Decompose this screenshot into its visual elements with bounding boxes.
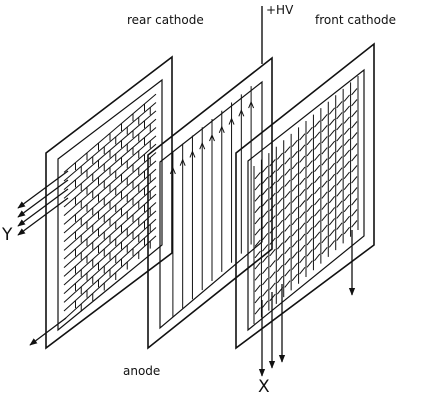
front-strip-cell <box>307 216 312 223</box>
front-strip-cell <box>262 233 267 240</box>
front-strip-cell <box>292 229 297 236</box>
front-strip-cell <box>344 172 349 179</box>
front-strip-cell <box>337 201 342 208</box>
front-strip-cell <box>300 267 305 274</box>
front-strip-cell <box>262 222 267 229</box>
front-strip-cell <box>344 95 349 101</box>
front-strip-cell <box>270 283 275 290</box>
front-cathode-frame-outer <box>236 44 374 348</box>
front-strip-cell <box>262 245 267 252</box>
front-strip-cell <box>352 111 357 117</box>
front-strip-cell <box>314 165 319 172</box>
front-strip-cell <box>307 127 312 133</box>
front-strip-cell <box>262 278 267 285</box>
front-strip-cell <box>352 221 357 228</box>
front-strip-cell <box>329 141 334 148</box>
front-strip-cell <box>292 241 297 248</box>
front-strip-cell <box>277 164 282 170</box>
front-strip-cell <box>270 272 275 279</box>
front-strip-cell <box>322 114 327 120</box>
front-strip-cell <box>322 148 327 155</box>
front-strip-cell <box>277 187 282 194</box>
front-strip-cell <box>300 167 305 174</box>
front-strip-cell <box>314 243 319 250</box>
front-strip-cell <box>329 218 334 225</box>
front-strip-cell <box>352 144 357 151</box>
front-strip-cell <box>292 207 297 214</box>
front-strip-cell <box>300 156 305 162</box>
front-strip-cell <box>262 290 267 297</box>
front-strip-cell <box>337 234 342 241</box>
front-strip-cell <box>314 254 319 261</box>
front-strip-cell <box>277 276 282 283</box>
front-strip-cell <box>262 200 267 207</box>
front-strip-cell <box>300 201 305 208</box>
front-strip-cell <box>262 211 267 218</box>
front-strip-cell <box>255 184 260 190</box>
front-strip-cell <box>277 198 282 205</box>
front-strip-cell <box>322 214 327 221</box>
front-strip-cell <box>255 296 260 303</box>
front-strip-cell <box>307 138 312 144</box>
front-strip-cell <box>255 285 260 292</box>
front-strip-cell <box>277 254 282 261</box>
front-strip-cell <box>329 230 334 237</box>
front-strip-cell <box>255 229 260 236</box>
front-strip-cell <box>314 176 319 183</box>
front-strip-cell <box>322 247 327 254</box>
front-strip-cell <box>329 185 334 192</box>
front-strip-cell <box>255 262 260 269</box>
front-strip-cell <box>329 196 334 203</box>
front-strip-cell <box>307 250 312 257</box>
front-strip-cell <box>344 205 349 212</box>
front-strip-cell <box>344 216 349 223</box>
front-strip-cell <box>292 162 297 168</box>
front-strip-cell <box>307 172 312 179</box>
front-strip-cell <box>255 251 260 258</box>
front-strip-cell <box>300 212 305 219</box>
anode-frame-inner <box>160 82 262 328</box>
front-strip-cell <box>329 119 334 125</box>
front-strip-cell <box>300 189 305 196</box>
front-strip-cell <box>300 178 305 185</box>
front-strip-cell <box>322 125 327 131</box>
front-strip-cell <box>337 101 342 107</box>
rear-strip <box>64 236 156 320</box>
front-strip-cell <box>314 154 319 161</box>
front-strip-cell <box>337 223 342 230</box>
front-strip-cell <box>322 225 327 232</box>
hv-label: +HV <box>266 3 294 17</box>
front-strip-cell <box>322 203 327 210</box>
front-strip-cell <box>255 274 260 281</box>
front-strip-cell <box>307 238 312 245</box>
rear-cathode-plane <box>46 57 172 348</box>
front-strip-cell <box>322 181 327 188</box>
front-strip-cell <box>300 145 305 151</box>
front-strip-cell <box>344 161 349 168</box>
front-strip-cell <box>352 155 357 162</box>
front-strip-cell <box>285 281 290 288</box>
front-strip-cell <box>344 117 349 123</box>
front-strip-cell <box>292 263 297 270</box>
front-strip-cell <box>285 270 290 277</box>
front-strip-cell <box>300 245 305 252</box>
front-strip-cell <box>352 210 357 217</box>
front-strip-cell <box>344 106 349 112</box>
front-strip-cell <box>344 128 349 135</box>
front-strip-cell <box>292 140 297 146</box>
front-strip-cell <box>307 227 312 234</box>
front-strip-cell <box>314 132 319 138</box>
front-strip-cell <box>337 135 342 142</box>
front-strip-cell <box>277 220 282 227</box>
anode-frame-outer <box>148 58 272 348</box>
front-strip-cell <box>292 185 297 192</box>
front-strip-cell <box>322 236 327 243</box>
front-strip-cell <box>277 231 282 238</box>
front-cathode-strips <box>254 76 358 324</box>
front-strip-cell <box>285 180 290 187</box>
front-strip-cell <box>277 265 282 272</box>
front-strip-cell <box>329 174 334 181</box>
front-strip-cell <box>322 159 327 166</box>
front-strip-cell <box>277 153 282 159</box>
front-strip-cell <box>300 134 305 140</box>
front-strip-cell <box>352 133 357 140</box>
front-strip-cell <box>337 112 342 118</box>
front-strip-cell <box>262 301 267 308</box>
front-strip-cell <box>344 150 349 157</box>
front-strip-cell <box>255 217 260 224</box>
front-strip-cell <box>255 206 260 213</box>
front-strip-cell <box>292 151 297 157</box>
front-strip-cell <box>352 177 357 184</box>
front-strip-cell <box>352 100 357 106</box>
front-strip-cell <box>337 146 342 153</box>
front-strip-cell <box>285 236 290 243</box>
front-cathode-label: front cathode <box>315 13 396 27</box>
front-strip-cell <box>300 256 305 263</box>
front-strip-cell <box>285 225 290 232</box>
front-strip-cell <box>314 121 319 127</box>
rear-cathode-label: rear cathode <box>127 13 204 27</box>
front-strip-cell <box>307 194 312 201</box>
front-strip-cell <box>344 227 349 234</box>
front-strip-cell <box>344 139 349 146</box>
front-strip-cell <box>255 308 260 315</box>
front-strip-cell <box>314 187 319 194</box>
front-strip-cell <box>285 258 290 265</box>
front-strip-cell <box>262 166 267 172</box>
front-strip-cell <box>307 183 312 190</box>
front-strip-cell <box>322 170 327 177</box>
front-strip-cell <box>292 252 297 259</box>
front-strip-cell <box>262 188 267 194</box>
front-strip-cell <box>307 149 312 155</box>
front-strip-cell <box>329 130 334 136</box>
front-strip-cell <box>329 108 334 114</box>
front-strip-cell <box>255 195 260 201</box>
front-strip-cell <box>285 169 290 175</box>
anode-plane <box>148 58 272 348</box>
front-strip-cell <box>292 274 297 281</box>
front-strip-cell <box>314 221 319 228</box>
front-strip-cell <box>352 122 357 129</box>
front-strip-cell <box>292 196 297 203</box>
front-strip-cell <box>285 147 290 153</box>
front-strip-cell <box>285 191 290 198</box>
front-strip-cell <box>300 223 305 230</box>
x-axis-label: X <box>258 377 270 396</box>
front-strip-cell <box>352 166 357 173</box>
front-strip-cell <box>277 209 282 216</box>
front-strip-cell <box>337 212 342 219</box>
front-strip-cell <box>307 205 312 212</box>
front-strip-cell <box>322 136 327 142</box>
front-strip-cell <box>285 214 290 221</box>
front-strip-cell <box>292 218 297 225</box>
front-strip-cell <box>329 163 334 170</box>
front-strip-cell <box>314 210 319 217</box>
front-strip-cell <box>277 243 282 250</box>
front-strip-cell <box>285 158 290 164</box>
front-strip-cell <box>329 207 334 214</box>
front-strip-cell <box>337 157 342 164</box>
front-strip-cell <box>352 89 357 95</box>
front-strip-cell <box>262 177 267 183</box>
front-strip-cell <box>277 175 282 181</box>
front-strip-cell <box>329 152 334 159</box>
front-strip-cell <box>285 247 290 254</box>
front-strip-cell <box>337 168 342 175</box>
front-strip-cell <box>344 194 349 201</box>
front-strip-cell <box>262 267 267 274</box>
front-strip-cell <box>307 161 312 168</box>
front-strip-cell <box>329 241 334 248</box>
anode-label: anode <box>123 364 161 378</box>
front-strip-cell <box>307 261 312 268</box>
front-strip-cell <box>314 143 319 149</box>
front-strip-cell <box>352 188 357 195</box>
front-strip-cell <box>352 199 357 206</box>
y-readout-arrows <box>18 171 68 345</box>
front-strip-cell <box>337 123 342 129</box>
front-strip-cell <box>337 190 342 197</box>
x-readout-arrows <box>262 230 352 376</box>
front-strip-cell <box>285 202 290 209</box>
front-strip-cell <box>300 234 305 241</box>
anode-wires <box>170 86 253 317</box>
y-axis-label: Y <box>2 225 13 245</box>
front-strip-cell <box>292 174 297 181</box>
front-strip-cell <box>322 192 327 199</box>
front-strip-cell <box>344 183 349 190</box>
front-cathode-plane <box>236 44 374 348</box>
front-strip-cell <box>255 172 260 178</box>
front-strip-cell <box>314 198 319 205</box>
front-strip-cell <box>337 179 342 186</box>
front-strip-cell <box>270 260 275 267</box>
front-strip-cell <box>314 232 319 239</box>
